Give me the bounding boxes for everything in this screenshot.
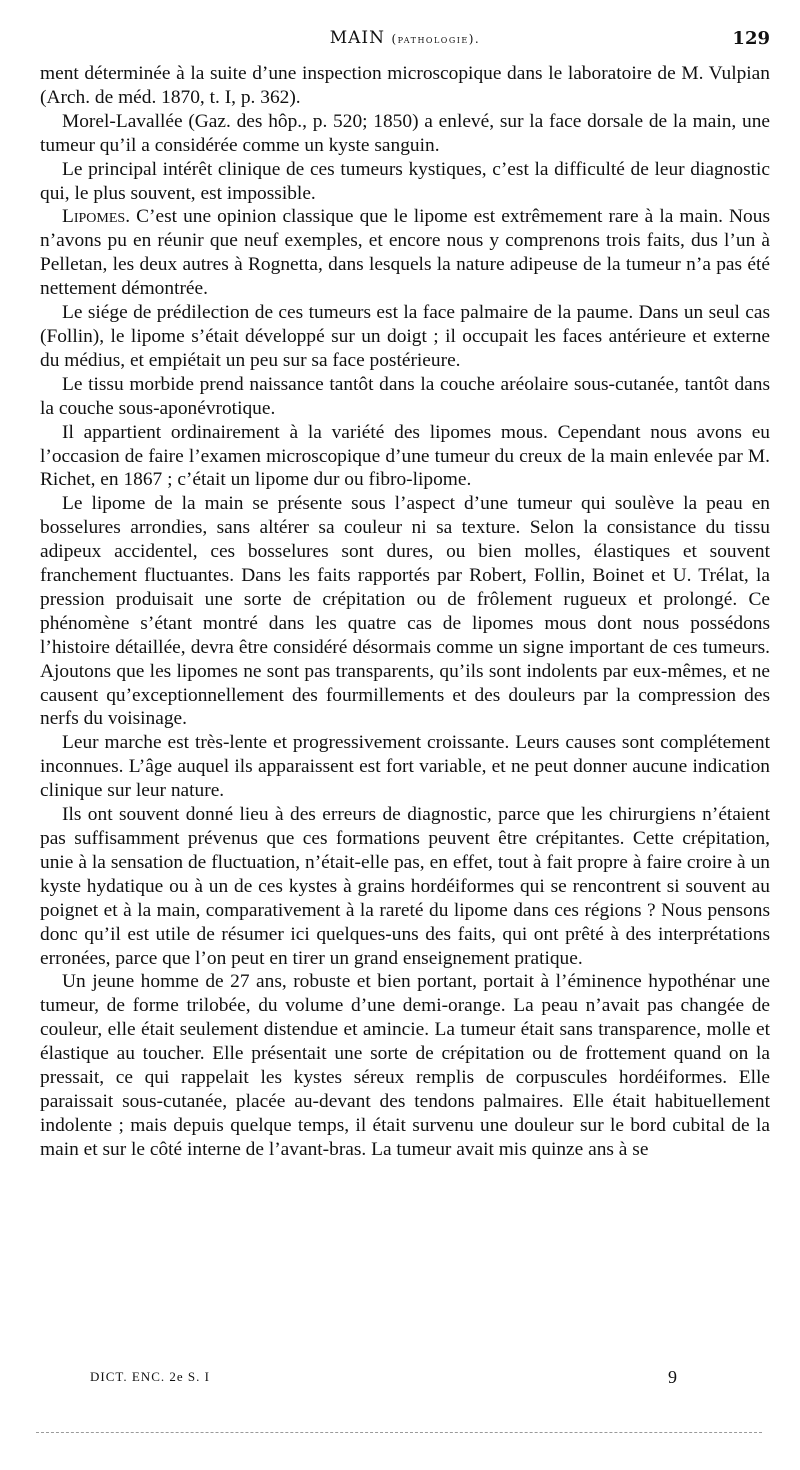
- paragraph-aspect: Le lipome de la main se présente sous l’aspect d’une tumeur qui soulève la peau en bosselures arrondies, sans altérer sa couleur ni sa texture. Selon la consistance du tissu adipeux accidentel, ces bosselures sont dures, ou bien molles, élastiques et souvent franchement fluctuantes. Dans les faits rapportés par Robert, Follin, Boinet et U. Trélat, la pression produisait une sorte de crépitation ou de frôlement rugueux et prolongé. Ce phénomène s’étant montré dans les quatre cas de lipomes mous dont nous possédons l’histoire détaillée, devra être considéré désormais comme un signe important de ces tumeurs. Ajoutons que les lipomes ne sont pas transparents, qu’ils sont indolents par eux-mêmes, et ne causent qu’exceptionnellement des fourmillements et des douleurs par la compression des nerfs du voisinage.: [40, 493, 770, 730]
- signature-number: 9: [668, 1367, 677, 1387]
- paragraph-erreurs-diagnostic: Ils ont souvent donné lieu à des erreurs de diagnostic, parce que les chirurgiens n’étaient pas suffisamment prévenus que ces formations peuvent être crépitantes. Cette crépitation, unie à la sensation de fluctuation, n’était-elle pas, en effet, tout à fait propre à faire croire à un kyste hydatique ou à un de ces kystes à grains hordéiformes qui se rencontrent si souvent au poignet et à la main, comparativement à la rareté du lipome dans ces régions ? Nous pensons donc qu’il est utile de résumer ici quelques-uns des faits, qui ont prêté à des interprétations erronées, parce que l’on peut en tirer un grand enseignement pratique.: [40, 804, 770, 969]
- paragraph-morel-lavallee: Morel-Lavallée (Gaz. des hôp., p. 520; 1850) a enlevé, sur la face dorsale de la main, une tumeur qu’il a considérée comme un kyste sanguin.: [40, 110, 770, 156]
- running-title: [40, 28, 770, 48]
- paragraph-interet-clinique: Le principal intérêt clinique de ces tumeurs kystiques, c’est la difficulté de leur diagnostic qui, le plus souvent, est impossible.: [40, 158, 770, 204]
- bottom-rule: [36, 1432, 762, 1433]
- paragraph-variete: Il appartient ordinairement à la variété des lipomes mous. Cependant nous avons eu l’occasion de faire l’examen microscopique d’une tumeur du creux de la main enlevée par M. Richet, en 1867 ; c’était un lipome dur ou fibro-lipome.: [40, 421, 770, 491]
- running-title-main: MAIN: [329, 28, 386, 48]
- paragraph-tissu-morbide: Le tissu morbide prend naissance tantôt dans la couche aréolaire sous-cutanée, tantôt dans la couche sous-aponévrotique.: [40, 373, 770, 419]
- page-footer: [90, 1367, 730, 1391]
- paragraph-continuation: ment déterminée à la suite d’une inspection microscopique dans le laboratoire de M. Vulpian (Arch. de méd. 1870, t. I, p. 362).: [40, 63, 770, 108]
- section-heading-lipomes: Lipomes.: [62, 206, 131, 228]
- page-number: 129: [732, 28, 770, 49]
- paragraph-lipomes: [40, 205, 770, 301]
- paragraph-observation: Un jeune homme de 27 ans, robuste et bien portant, portait à l’éminence hypothénar une tumeur, de forme trilobée, du volume d’une demi-orange. La peau n’avait pas changée de couleur, elle était seulement distendue et amincie. La tumeur était sans transparence, molle et élastique au toucher. Elle présentait une sorte de crépitation ou de frottement quand on la pressait, ce qui rappelait les kystes séreux remplis de corpuscules hordéiformes. Elle paraissait sous-cutanée, placée au-devant des tendons palmaires. Elle était habituellement indolente ; mais depuis quelque temps, il était survenu une douleur sur le bord cubital de la main et sur le côté interne de l’avant-bras. La tumeur avait mis quinze ans à se: [40, 971, 770, 1160]
- body-text: [40, 62, 770, 1162]
- paragraph-siege: Le siége de prédilection de ces tumeurs est la face palmaire de la paume. Dans un seul cas (Follin), le lipome s’était développé sur un doigt ; il occupait les faces antérieure et externe du médius, et empiétait un peu sur sa face postérieure.: [40, 302, 770, 371]
- paragraph-lipomes-text: C’est une opinion classique que le lipome est extrêmement rare à la main. Nous n’avons pu en réunir que neuf exemples, et encore nous y comprenons trois faits, dus l’un à Pelletan, les deux autres à Rognetta, dans lesquels la nature adipeuse de la tumeur n’a pas été nettement démontrée.: [40, 206, 770, 300]
- paragraph-marche: Leur marche est très-lente et progressivement croissante. Leurs causes sont complétement inconnues. L’âge auquel ils apparaissent est fort variable, et ne peut donner aucune indication clinique sur leur nature.: [40, 732, 770, 802]
- running-title-sub: (pathologie).: [391, 32, 481, 46]
- running-header: [40, 28, 770, 56]
- signature-mark: DICT. ENC. 2e S. I: [90, 1369, 210, 1384]
